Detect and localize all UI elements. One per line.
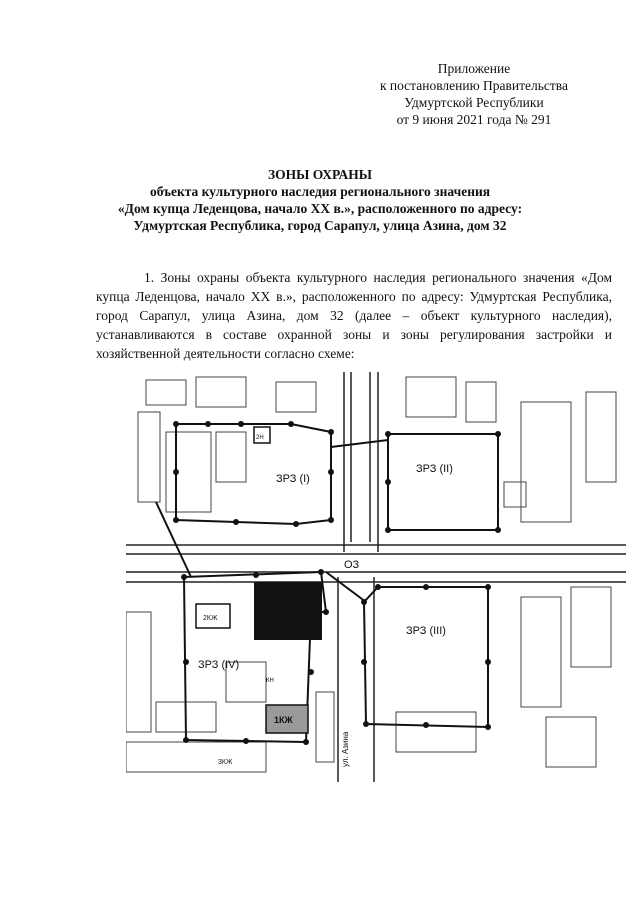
document-title <box>0 166 640 234</box>
appendix-block <box>380 60 568 128</box>
building-label-kn: КН <box>266 678 274 684</box>
appendix-line: Приложение <box>437 61 511 76</box>
appendix-date-line: от 9 июня 2021 года № 291 <box>396 112 552 127</box>
title-line: «Дом купца Леденцова, начало XX в.», расположенного по адресу: <box>117 201 523 216</box>
building-label-1kzh: 1КЖ <box>274 715 293 725</box>
appendix-line: к постановлению Правительства <box>379 78 568 93</box>
paragraph-text: 1. Зоны охраны объекта культурного наследия регионального значения «Дом купца Леденцова, начало XX в.», расположенного по адресу: Удмуртская Республика, город Сарапул, улица Азина, дом 32 (далее – объект культурного наследия), устанавливаются в составе охранной зоны и зоны регулирования застройки и хозяйственной деятельности согласно схеме: <box>96 270 612 361</box>
title-line: Удмуртская Республика, город Сарапул, улица Азина, дом 32 <box>133 218 507 233</box>
zone-label-iii: ЗРЗ (III) <box>406 625 446 637</box>
zones-scheme-map <box>126 372 626 782</box>
building-label-2n: 2Н <box>256 435 264 441</box>
street-label: ул. Азина <box>341 731 350 767</box>
body-paragraph <box>96 268 612 363</box>
zone-label-ii: ЗРЗ (II) <box>416 463 453 475</box>
building-label-2kzh: 2КЖ <box>203 615 218 622</box>
zone-label-oz: ОЗ <box>344 559 360 571</box>
zone-label-i: ЗРЗ (I) <box>276 473 310 485</box>
appendix-line: Удмуртской Республики <box>404 95 544 110</box>
title-line: объекта культурного наследия регионального значения <box>149 184 491 199</box>
building-label-3kzh: 3КЖ <box>218 759 233 766</box>
title-line: ЗОНЫ ОХРАНЫ <box>268 167 372 182</box>
heritage-object <box>254 582 322 640</box>
zone-label-iv: ЗРЗ (IV) <box>198 659 240 671</box>
